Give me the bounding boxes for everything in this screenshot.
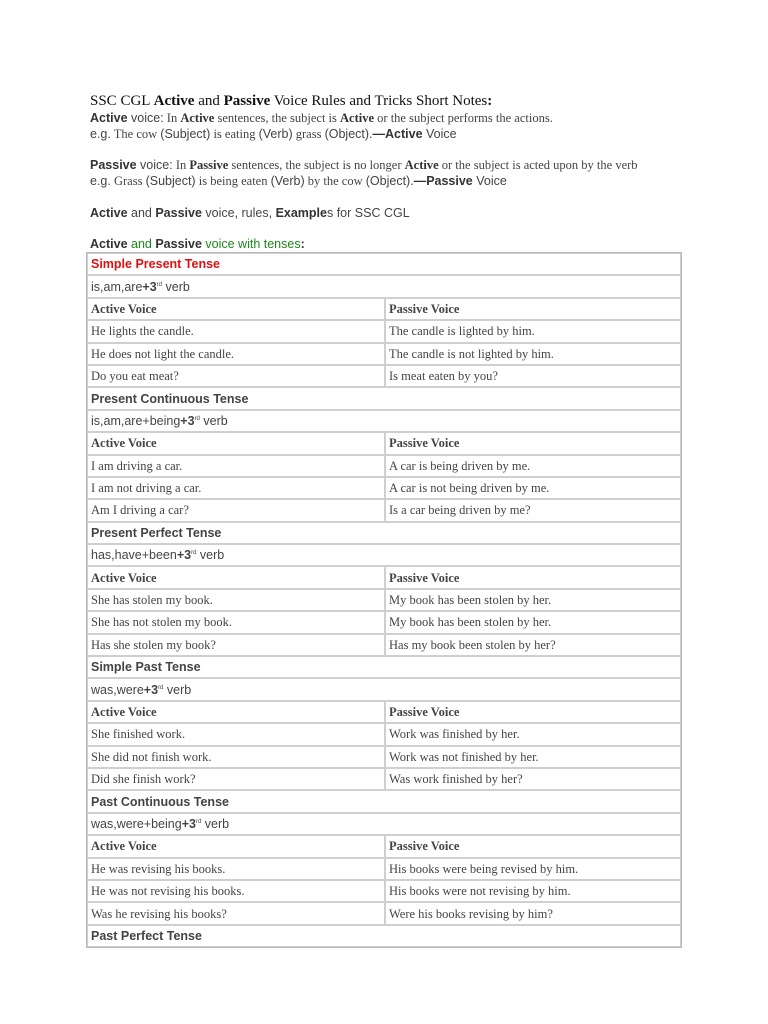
rule-text: verb <box>201 816 230 831</box>
sentence-row <box>87 880 681 902</box>
rule-number: +3 <box>181 816 196 831</box>
example-subject: (Subject) <box>160 127 211 141</box>
tense-name: Past Perfect Tense <box>87 925 681 947</box>
passive-voice-column-header: Passive Voice <box>385 835 681 857</box>
active-definition <box>90 111 553 126</box>
sentence-row <box>87 611 681 633</box>
title-colon: : <box>487 93 493 109</box>
passive-sentence: A car is not being driven by me. <box>385 477 681 499</box>
rules-text: s for SSC CGL <box>326 206 410 220</box>
tense-rule <box>87 678 681 700</box>
example-object: (Object). <box>365 174 414 188</box>
tenses-colon: : <box>300 237 305 251</box>
sentence-row <box>87 858 681 880</box>
tense-name: Simple Present Tense <box>87 253 681 275</box>
active-sentence: Am I driving a car? <box>87 499 385 521</box>
tense-header-row <box>87 387 681 409</box>
tense-header-row <box>87 656 681 678</box>
passive-voice-column-header: Passive Voice <box>385 566 681 588</box>
passive-def-label2: voice: <box>136 158 173 172</box>
tense-header-row <box>87 253 681 275</box>
passive-def-text: In <box>172 158 190 172</box>
active-voice-column-header: Active Voice <box>87 298 385 320</box>
passive-def-keyword: Passive <box>189 158 229 172</box>
sentence-row <box>87 499 681 521</box>
passive-sentence: Has my book been stolen by her? <box>385 634 681 656</box>
example-voice: Voice <box>472 174 507 188</box>
example-text: by the cow <box>304 174 366 188</box>
tense-header-row <box>87 522 681 544</box>
sentence-row <box>87 746 681 768</box>
column-header-row <box>87 566 681 588</box>
example-subject: (Subject) <box>145 174 196 188</box>
example-object: (Object). <box>324 127 373 141</box>
active-sentence: Did she finish work? <box>87 768 385 790</box>
passive-voice-column-header: Passive Voice <box>385 298 681 320</box>
passive-sentence: Is a car being driven by me? <box>385 499 681 521</box>
active-sentence: She has not stolen my book. <box>87 611 385 633</box>
tense-header-row <box>87 790 681 812</box>
passive-sentence: Was work finished by her? <box>385 768 681 790</box>
passive-sentence: The candle is lighted by him. <box>385 320 681 342</box>
active-def-label: Active <box>90 111 128 125</box>
rule-superscript: rd <box>158 684 164 691</box>
tense-name: Present Perfect Tense <box>87 522 681 544</box>
active-def-keyword: Active <box>340 111 375 125</box>
tense-name: Past Continuous Tense <box>87 790 681 812</box>
title-active: Active <box>153 93 195 109</box>
active-example <box>90 127 457 142</box>
sentence-row <box>87 768 681 790</box>
passive-def-text: or the subject is acted upon by the verb <box>438 158 638 172</box>
sentence-row <box>87 320 681 342</box>
active-sentence: Was he revising his books? <box>87 902 385 924</box>
rules-text: voice, rules, <box>201 206 276 220</box>
tenses-heading <box>90 237 305 251</box>
rule-text: verb <box>162 279 190 294</box>
sentence-row <box>87 455 681 477</box>
title-and: and <box>194 93 224 109</box>
rule-text: has,have+been <box>91 548 177 563</box>
passive-def-label: Passive <box>90 158 137 172</box>
passive-sentence: His books were being revised by him. <box>385 858 681 880</box>
passive-sentence: His books were not revising by him. <box>385 880 681 902</box>
column-header-row <box>87 835 681 857</box>
sentence-row <box>87 634 681 656</box>
example-dash: — <box>413 174 427 188</box>
rule-text: is,am,are+being <box>91 413 181 428</box>
column-header-row <box>87 701 681 723</box>
example-keyword: Passive <box>426 174 473 188</box>
passive-sentence: My book has been stolen by her. <box>385 589 681 611</box>
active-sentence: Has she stolen my book? <box>87 634 385 656</box>
passive-sentence: The candle is not lighted by him. <box>385 343 681 365</box>
rule-number: +3 <box>143 682 159 697</box>
passive-sentence: Were his books revising by him? <box>385 902 681 924</box>
passive-sentence: Is meat eaten by you? <box>385 365 681 387</box>
example-text: Grass <box>110 174 146 188</box>
tense-rule-row <box>87 813 681 835</box>
sentence-row <box>87 365 681 387</box>
passive-def-text: sentences, the subject is no longer <box>228 158 405 172</box>
active-sentence: She finished work. <box>87 723 385 745</box>
tense-rule-row <box>87 410 681 432</box>
passive-sentence: My book has been stolen by her. <box>385 611 681 633</box>
example-voice: Voice <box>422 127 457 141</box>
active-sentence: He does not light the candle. <box>87 343 385 365</box>
eg-label: e.g. <box>90 127 111 141</box>
tense-rule-row <box>87 275 681 297</box>
eg-label: e.g. <box>90 174 111 188</box>
example-verb: (Verb) <box>270 174 305 188</box>
voice-table-body <box>87 253 681 947</box>
tense-name: Present Continuous Tense <box>87 387 681 409</box>
sentence-row <box>87 477 681 499</box>
tense-rule <box>87 544 681 566</box>
rules-and: and <box>127 206 156 220</box>
active-def-keyword: Active <box>180 111 215 125</box>
example-dash: — <box>372 127 386 141</box>
rule-text: is,am,are <box>91 279 143 294</box>
rules-line <box>90 206 410 220</box>
active-sentence: He was not revising his books. <box>87 880 385 902</box>
example-text: is being eaten <box>195 174 271 188</box>
rule-superscript: rd <box>156 281 163 288</box>
rule-superscript: rd <box>191 550 197 557</box>
active-sentence: He was revising his books. <box>87 858 385 880</box>
column-header-row <box>87 432 681 454</box>
sentence-row <box>87 902 681 924</box>
tense-rule-row <box>87 544 681 566</box>
rule-text: was,were+being <box>91 816 182 831</box>
passive-definition <box>90 158 638 173</box>
example-text: is eating <box>210 127 259 141</box>
title-passive: Passive <box>223 93 271 109</box>
active-def-text: In <box>163 111 181 125</box>
rule-superscript: rd <box>194 415 200 422</box>
rule-text: verb <box>199 413 228 428</box>
voice-tense-table <box>86 252 682 948</box>
tense-header-row <box>87 925 681 947</box>
rules-examples: Example <box>275 206 327 220</box>
rule-number: +3 <box>176 548 192 563</box>
tenses-active: Active <box>90 237 128 251</box>
passive-example <box>90 174 507 189</box>
tense-rule <box>87 275 681 297</box>
active-sentence: She has stolen my book. <box>87 589 385 611</box>
active-voice-column-header: Active Voice <box>87 701 385 723</box>
sentence-row <box>87 343 681 365</box>
tense-rule-row <box>87 678 681 700</box>
tense-rule <box>87 410 681 432</box>
active-def-text: or the subject performs the actions. <box>374 111 553 125</box>
passive-def-keyword: Active <box>404 158 439 172</box>
rules-passive: Passive <box>155 206 202 220</box>
rule-text: was,were <box>91 682 144 697</box>
example-text: The cow <box>110 127 161 141</box>
rule-number: +3 <box>142 279 157 294</box>
rule-superscript: rd <box>195 818 202 825</box>
active-def-label2: voice: <box>127 111 164 125</box>
rule-number: +3 <box>180 413 195 428</box>
tense-rule <box>87 813 681 835</box>
sentence-row <box>87 723 681 745</box>
tenses-rest: voice with tenses <box>201 237 301 251</box>
active-def-text: sentences, the subject is <box>214 111 341 125</box>
passive-sentence: Work was finished by her. <box>385 723 681 745</box>
active-voice-column-header: Active Voice <box>87 835 385 857</box>
title-suffix: Voice Rules and Tricks Short Notes <box>270 93 488 109</box>
title-prefix: SSC CGL <box>90 93 154 109</box>
tenses-and: and <box>127 237 156 251</box>
active-sentence: Do you eat meat? <box>87 365 385 387</box>
example-keyword: Active <box>385 127 423 141</box>
rules-active: Active <box>90 206 128 220</box>
active-sentence: I am driving a car. <box>87 455 385 477</box>
example-text: grass <box>292 127 325 141</box>
passive-voice-column-header: Passive Voice <box>385 701 681 723</box>
passive-sentence: A car is being driven by me. <box>385 455 681 477</box>
column-header-row <box>87 298 681 320</box>
example-verb: (Verb) <box>258 127 293 141</box>
rule-text: verb <box>163 682 192 697</box>
passive-sentence: Work was not finished by her. <box>385 746 681 768</box>
page-title <box>90 93 492 110</box>
passive-voice-column-header: Passive Voice <box>385 432 681 454</box>
tenses-passive: Passive <box>155 237 202 251</box>
rule-text: verb <box>196 548 225 563</box>
active-sentence: He lights the candle. <box>87 320 385 342</box>
tense-name: Simple Past Tense <box>87 656 681 678</box>
active-voice-column-header: Active Voice <box>87 432 385 454</box>
active-sentence: I am not driving a car. <box>87 477 385 499</box>
sentence-row <box>87 589 681 611</box>
active-sentence: She did not finish work. <box>87 746 385 768</box>
active-voice-column-header: Active Voice <box>87 566 385 588</box>
